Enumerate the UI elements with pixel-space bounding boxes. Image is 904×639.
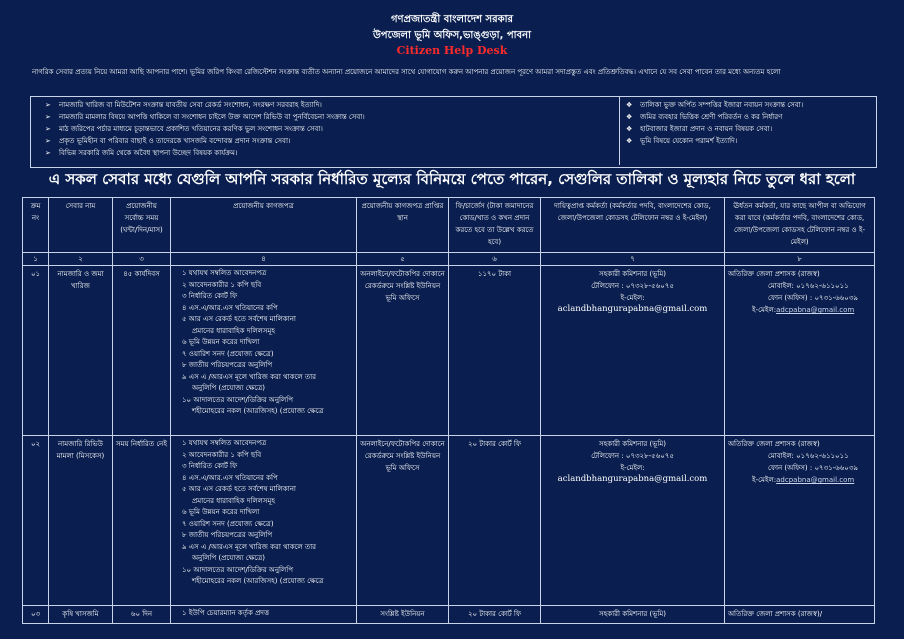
- column-number-row: [23, 253, 875, 266]
- header-cell: প্রয়োজনীয় কাগজপত্র প্রাপ্তির স্থান: [357, 198, 449, 253]
- place-cell: সংশ্লিষ্ট ইউনিয়ন: [357, 606, 449, 624]
- service-text: নামজারি খারিজ বা মিউটেশন সংক্রান্ত যাবতীয় সেবা রেকর্ড সংশোধন, সংরক্ষণ সরবরাহ ইত্যাদি।: [59, 101, 322, 109]
- services-right-list: [619, 97, 876, 165]
- appeal-email-link[interactable]: adcpabna@gmail.com: [776, 306, 855, 314]
- service-text: ভূমি বিষয়ে যেকোন পরামর্শ ইত্যাদি।: [640, 137, 738, 145]
- document-item: ৩ নির্ধারিত কোর্ট ফি: [182, 292, 238, 300]
- appeal-phone: ফোন (অফিস) : ০৭৩১-৬৬০৩৯: [768, 464, 858, 472]
- document-item: ১ যথাযথ সম্বলিত আবেদনপত্র: [182, 269, 267, 277]
- bullet-icon: ❖: [626, 137, 633, 145]
- service-text: বিভিন্ন সরকারি জমি থেকে অবৈধ স্থাপনা উচ্ছেদ বিষয়ক কার্যক্রম।: [59, 149, 238, 157]
- column-number: ৪: [171, 253, 357, 266]
- header-cell: সেবার নাম: [49, 198, 113, 253]
- officer-email: aclandbhangurapabna@gmail.com: [557, 304, 708, 314]
- serial-cell: ০২: [23, 436, 49, 606]
- document-item: অনুলিপি (প্রযোজ্য ক্ষেত্রে): [192, 554, 265, 562]
- place-cell: অনলাইনে/ফটোকপির দোকানে রেকর্ডরুমে সংশ্লিষ্ট ইউনিয়ন ভূমি অফিসে: [357, 436, 449, 606]
- appeal-mobile: মোবাইল: ০১৭৬২-৬১১০১১: [768, 282, 849, 290]
- bullet-icon: ➢: [45, 149, 51, 157]
- column-number: ৮: [725, 253, 875, 266]
- services-box: [30, 96, 877, 168]
- government-title: গণপ্রজাতন্ত্রী বাংলাদেশ সরকার: [391, 14, 513, 25]
- help-desk-title: Citizen Help Desk: [396, 44, 508, 57]
- bullet-icon: ➢: [45, 113, 51, 121]
- document-item: ৮ জাতীয় পরিচয়পত্রের অনুলিপি: [182, 531, 273, 539]
- column-number: ১: [23, 253, 49, 266]
- service-item: [45, 123, 605, 135]
- bullet-icon: ❖: [626, 101, 633, 109]
- column-number: ৭: [541, 253, 725, 266]
- document-item: ১০ আদালতের আদেশ/ডিক্রির অনুলিপি: [182, 395, 294, 404]
- document-item: ১ ইউপি চেয়ারম্যান কর্তৃক প্রদত্ত: [182, 609, 269, 617]
- bullet-icon: ➢: [45, 101, 51, 109]
- document-item: প্রমানের ধারাবাহিক দলিলসমূহ: [192, 496, 276, 505]
- fee-cell: ১১৭০ টাকা: [449, 266, 541, 436]
- fee-cell: ২০ টাকার কোর্ট ফি: [449, 606, 541, 624]
- table-row: [23, 266, 875, 436]
- officer-cell: [541, 266, 725, 436]
- bullet-icon: ➢: [45, 137, 51, 145]
- document-item: ৯ এস এ /আরএস মূলে খারিজ করা থাকলে তার: [182, 542, 316, 551]
- service-item: [45, 111, 605, 123]
- service-table: [22, 197, 875, 624]
- service-text: নামজারি মামলার বিষয়ে আপত্তি থাকিলে বা সংশোধন চাইলে উক্ত আদেশ রিভিউ বা পুনর্বিবেচনা সংক্রান্ত সেবা।: [59, 113, 365, 121]
- time-cell: ৪৫ কার্যদিবস: [113, 266, 171, 436]
- officer-title: সহকারী কমিশনার (ভূমি): [598, 440, 667, 448]
- service-item: [626, 135, 876, 147]
- appeal-title: অতিরিক্ত জেলা প্রশাসক (রাজস্ব): [728, 270, 820, 278]
- appeal-email-label: ই-মেইল:: [752, 306, 777, 314]
- appeal-email-label: ই-মেইল:: [752, 476, 777, 484]
- document-item: ৫ আর এস রেকর্ড হতে সর্বশেষ মালিকানা: [182, 485, 296, 493]
- appeal-email-line: [728, 474, 871, 486]
- appeal-mobile: মোবাইল: ০১৭৬২-৬১১০১১: [768, 452, 849, 460]
- service-text: হাটবাজার ইজারা প্রদান ও নবায়ন বিষয়ক সেবা।: [640, 125, 773, 133]
- serial-cell: ০১: [23, 266, 49, 436]
- officer-cell: [541, 436, 725, 606]
- appeal-email-link[interactable]: adcpabna@gmail.com: [776, 476, 855, 484]
- document-item: প্রমানের ধারাবাহিক দলিলসমূহ: [192, 326, 276, 335]
- document-item: ৩ নির্ধারিত কোর্ট ফি: [182, 462, 238, 470]
- document-item: শহীমোহরের নকল (আরজিসহ) (প্রযোজ্য ক্ষেত্রে: [192, 577, 324, 585]
- service-item: [626, 111, 876, 123]
- serial-cell: ০৩: [23, 606, 49, 624]
- document-item: ৭ ওয়ারিশ সনদ (প্রযোজ্য ক্ষেত্রে): [182, 519, 274, 528]
- officer-title: সহকারী কমিশনার (ভূমি): [598, 270, 667, 278]
- service-name-cell: কৃষি খাসজমি: [49, 606, 113, 624]
- header-cell: ফি/চার্জেস (টাকা জমাদানের কোড/খাত ও কখন প্রদান করতে হবে তা উল্লেখ করতে হবে): [449, 198, 541, 253]
- documents-cell: [171, 436, 357, 606]
- appeal-cell: [725, 606, 875, 624]
- document-item: ১ যথাযথ সম্বলিত আবেদনপত্র: [182, 439, 267, 447]
- documents-cell: [171, 606, 357, 624]
- column-number: ৩: [113, 253, 171, 266]
- document-item: ৯ এস এ /আরএস মূলে খারিজ করা থাকলে তার: [182, 372, 316, 381]
- appeal-email-line: [728, 304, 871, 316]
- service-item: [626, 99, 876, 111]
- header-cell: ক্রম নং: [23, 198, 49, 253]
- bullet-icon: ❖: [626, 113, 633, 121]
- bullet-icon: ❖: [626, 125, 633, 133]
- header-cell: দায়িত্বপ্রাপ্ত কর্মকর্তা (কর্মকর্তার পদবি, বাংলাদেশের কোড, জেলা/উপজেলা কোডসহ টেলিফোন নম্বর ও ই-মেইল): [541, 198, 725, 253]
- document-item: ৬ ভূমি উন্নয়ন করের দাখিলা: [182, 338, 260, 346]
- appeal-cell: [725, 266, 875, 436]
- officer-email-label: ই-মেইল:: [620, 294, 645, 302]
- bullet-icon: ➢: [45, 125, 51, 133]
- service-text: তালিকা ভুক্ত অর্পিত সম্পত্তির ইজারা নবায়ন সংক্রান্ত সেবা।: [640, 101, 804, 109]
- appeal-phone: ফোন (অফিস) : ০৭৩১-৬৬০৩৯: [768, 294, 858, 302]
- time-cell: ৬০ দিন: [113, 606, 171, 624]
- appeal-title: অতিরিক্ত জেলা প্রশাসক (রাজস্ব): [728, 440, 820, 448]
- officer-phone: টেলিফোন : ০৭৩২৮-৫৬০৭৫: [591, 452, 674, 460]
- document-item: ১০ আদালতের আদেশ/ডিক্রির অনুলিপি: [182, 565, 294, 574]
- document-item: ৪ এস.এ/আর.এস খতিয়ানের কপি: [182, 303, 278, 312]
- fee-cell: ২০ টাকার কোর্ট ফি: [449, 436, 541, 606]
- appeal-title: অতিরিক্ত জেলা প্রশাসক (রাজস্ব)/: [728, 610, 823, 618]
- header-cell: প্রয়োজনীয় কাগজপত্র: [171, 198, 357, 253]
- column-number: ৫: [357, 253, 449, 266]
- officer-cell: [541, 606, 725, 624]
- column-number: ৬: [449, 253, 541, 266]
- table-header-row: [23, 198, 875, 253]
- time-cell: সময় নির্ধারিত নেই: [113, 436, 171, 606]
- office-title: উপজেলা ভূমি অফিস,ভাঙ্গুড়া, পাবনা: [373, 30, 531, 41]
- service-item: [626, 123, 876, 135]
- service-text: প্রকৃত ভূমিহীন বা পরিবার বাছাই ও তাদেরকে খাসজমি বন্দোবস্ত প্রদান সংক্রান্ত সেবা।: [59, 137, 291, 145]
- service-text: মাঠ জরিপের পর্চার মাধ্যমে চূড়ান্তভাবে প্রকাশিত খতিয়ানের করণিক ভুল সংশোধন সংক্রান্ত সেবা।: [59, 125, 323, 133]
- appeal-cell: [725, 436, 875, 606]
- column-number: ২: [49, 253, 113, 266]
- intro-text: নাগরিক সেবার প্রত্যয় নিয়ে আমরা আছি আপনার পাশে। ভূমির জরিপ কিংবা রেজিস্টেশন সংক্রান্ত ব্যতীত অন্যান্য প্রয়োজনে আমাদের সাথে যোগাযোগ করুন আপনার প্রয়োজন পূরণে আমরা সদাপ্রস্তুত এবং প্রতিশ্রুতিবদ্ধ। এখানে যে সব সেবা পাবেন তার মধ্যে অন্যতম হলো: [32, 68, 781, 76]
- service-item: [45, 147, 605, 159]
- service-name-cell: নামজারি ও জমা খারিজ: [49, 266, 113, 436]
- document-item: ৫ আর এস রেকর্ড হতে সর্বশেষ মালিকানা: [182, 315, 296, 323]
- document-item: ২ আবেদনকারীর ১ কপি ছবি: [182, 280, 262, 289]
- officer-phone: টেলিফোন : ০৭৩২৮-৫৬০৭৫: [591, 282, 674, 290]
- services-heading: এ সকল সেবার মধ্যে যেগুলি আপনি সরকার নির্ধারিত মূল্যের বিনিময়ে পেতে পারেন, সেগুলির তালিকা ও মূল্যহার নিচে তুলে ধরা হলো: [48, 170, 856, 188]
- service-name-cell: নামজারি রিভিউ মামলা (মিসকেস): [49, 436, 113, 606]
- document-item: ৭ ওয়ারিশ সনদ (প্রযোজ্য ক্ষেত্রে): [182, 349, 274, 358]
- document-item: অনুলিপি (প্রযোজ্য ক্ষেত্রে): [192, 384, 265, 392]
- document-item: ৮ জাতীয় পরিচয়পত্রের অনুলিপি: [182, 361, 273, 369]
- table-row: [23, 606, 875, 624]
- officer-title: সহকারী কমিশনার (ভূমি): [598, 610, 667, 618]
- document-item: ৬ ভূমি উন্নয়ন করের দাখিলা: [182, 508, 260, 516]
- table-row: [23, 436, 875, 606]
- place-cell: অনলাইনে/ফটোকপির দোকানে রেকর্ডরুমে সংশ্লিষ্ট ইউনিয়ন ভূমি অফিসে: [357, 266, 449, 436]
- officer-email-label: ই-মেইল:: [620, 464, 645, 472]
- services-left-list: [45, 99, 605, 159]
- service-item: [45, 135, 605, 147]
- document-item: ২ আবেদনকারীর ১ কপি ছবি: [182, 450, 262, 459]
- header-cell: প্রয়োজনীয় সর্বোচ্চ সময় (ঘন্টা/দিন/মাস): [113, 198, 171, 253]
- header-cell: ঊর্ধতন কর্মকর্তা, যার কাছে আপীল বা অভিযোগ করা যাবে (কর্মকর্তার পদবি, বাংলাদেশের কোড, জেলা/উপজেলা কোডসহ টেলিফোন নম্বর ও ই-মেইল): [725, 198, 875, 253]
- service-item: [45, 99, 605, 111]
- officer-email: aclandbhangurapabna@gmail.com: [557, 474, 708, 484]
- documents-cell: [171, 266, 357, 436]
- document-item: ৪ এস.এ/আর.এস খতিয়ানের কপি: [182, 473, 278, 482]
- document-item: শহীমোহরের নকল (আরজিসহ) (প্রযোজ্য ক্ষেত্রে: [192, 407, 324, 415]
- service-text: জমির ব্যবহার ভিত্তিক শ্রেণী পরিবর্তন ও কর নির্ধারণ: [640, 113, 783, 121]
